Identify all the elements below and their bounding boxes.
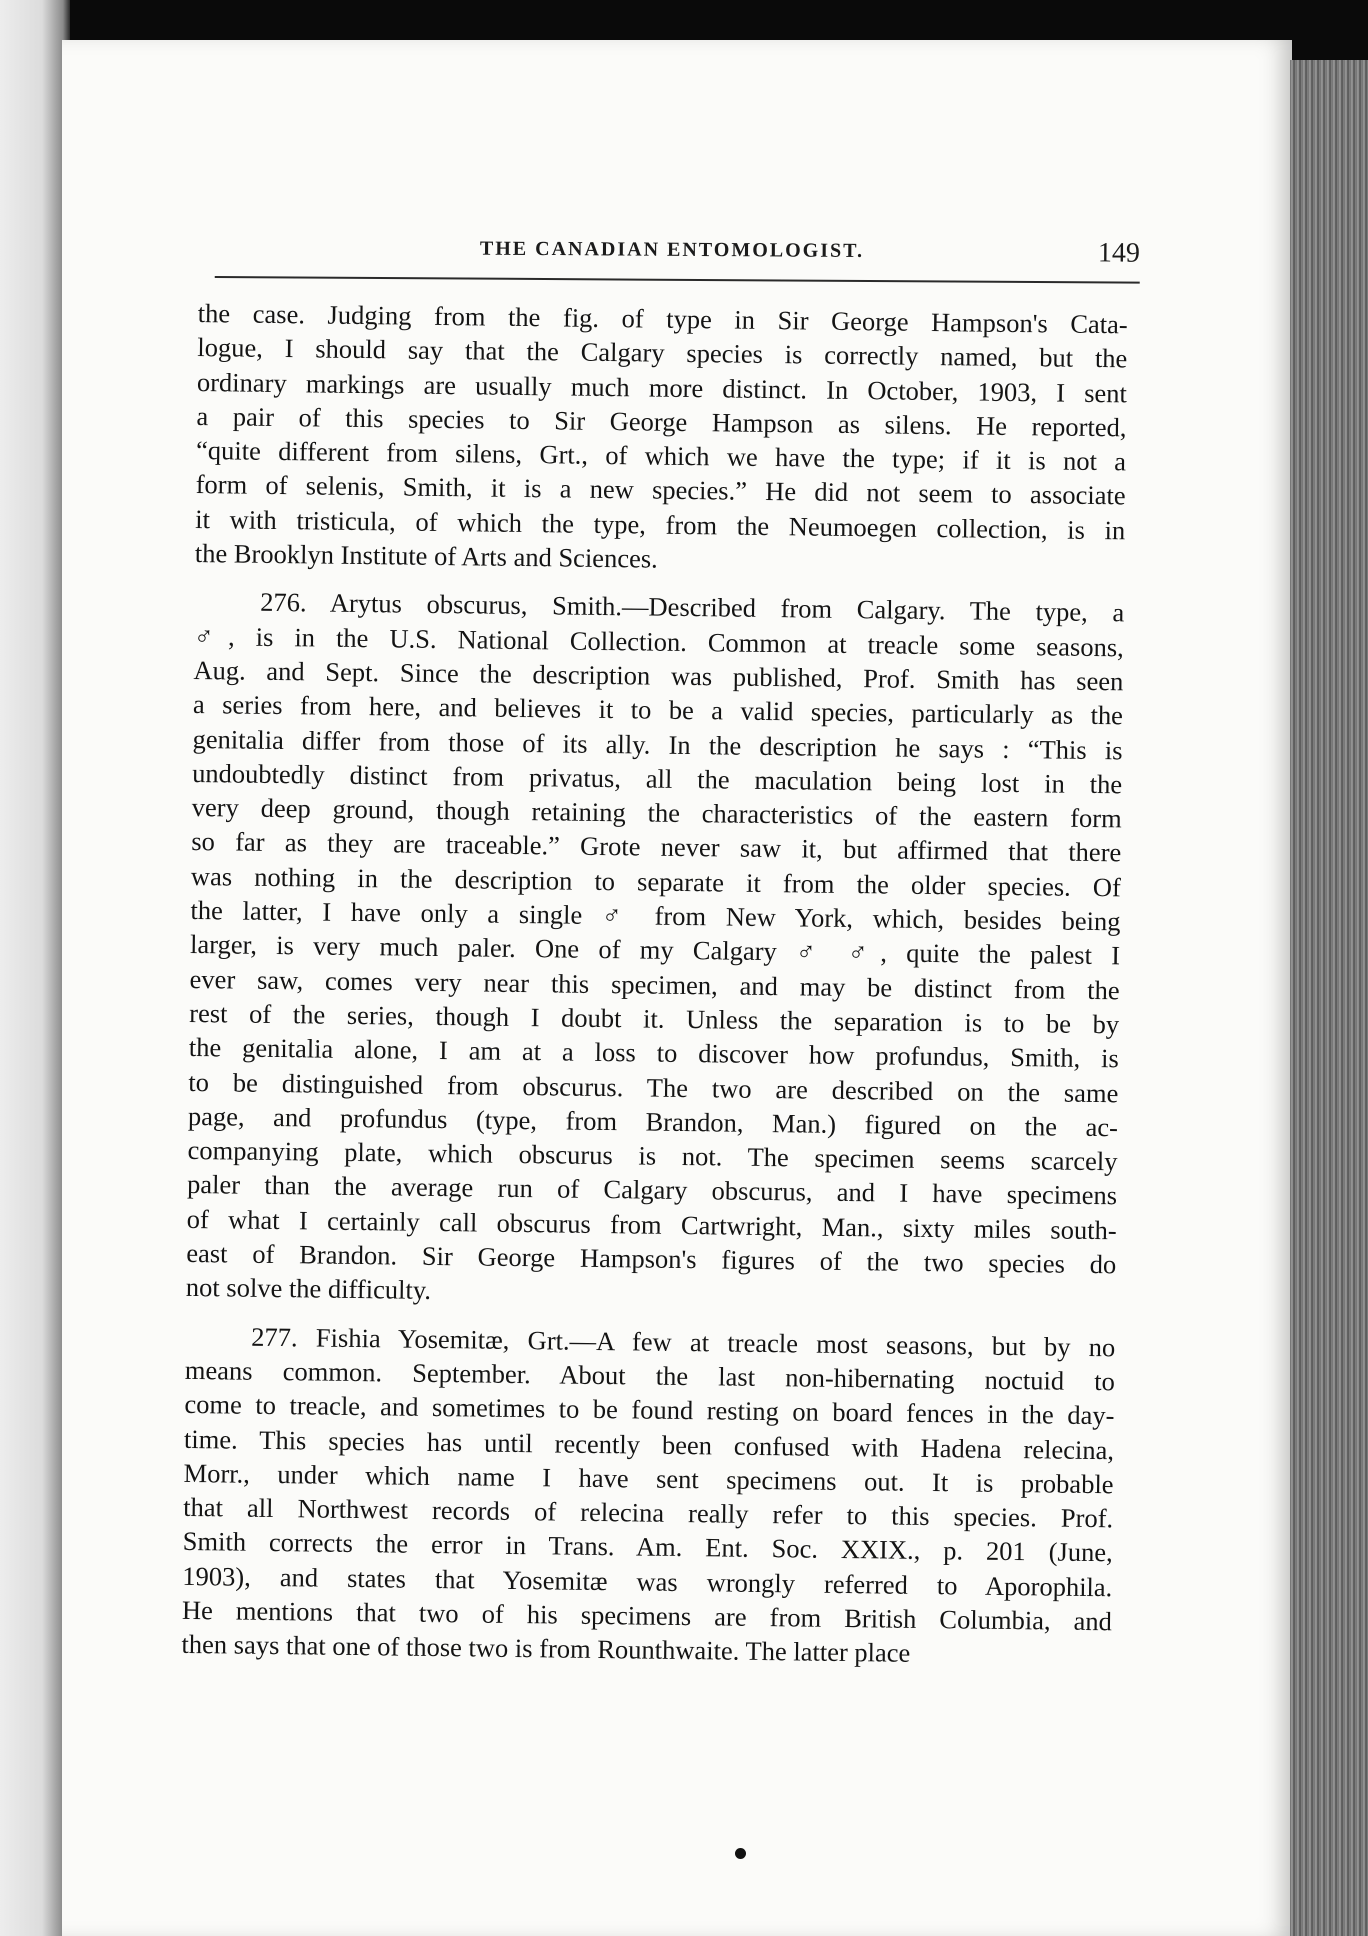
- text-line: the case. Judging from the fig. of type in Sir George Hampson's Cata-: [197, 297, 1128, 340]
- text-line: it with tristicula, of which the type, from the Neumoegen collection, is in: [195, 503, 1126, 546]
- text-line: then says that one of those two is from Rounthwaite. The latter place: [181, 1629, 911, 1669]
- ink-dot: [735, 1848, 746, 1859]
- text-line: the latter, I have only a single ♂ from New York, which, besides being: [190, 895, 1121, 937]
- text-line: 276. Arytus obscurus, Smith.—Described from Calgary. The type, a: [260, 587, 1125, 628]
- text-line: logue, I should say that the Calgary species is correctly named, but the: [197, 332, 1128, 374]
- running-head: THE CANADIAN ENTOMOLOGIST.: [479, 237, 865, 262]
- text-line: that all Northwest records of relecina really refer to this species. Prof.: [183, 1492, 1114, 1534]
- paragraph-1: [195, 296, 1128, 582]
- text-line: to be distinguished from obscurus. The two are described on the same: [188, 1066, 1119, 1108]
- text-line: a series from here, and believes it to be a valid species, particularly as the: [192, 689, 1124, 731]
- page-edges-right: [1290, 60, 1368, 1936]
- text-line: means common. September. About the last non-hibernating noctuid to: [184, 1354, 1115, 1397]
- text-line: Aug. and Sept. Since the description was published, Prof. Smith has seen: [193, 654, 1124, 697]
- text-line: Smith corrects the error in Trans. Am. Ent. Soc. XXIX., p. 201 (June,: [182, 1526, 1113, 1568]
- text-line: rest of the series, though I doubt it. Unless the separation is to be by: [189, 997, 1120, 1040]
- text-line: form of selenis, Smith, it is a new species.” He did not seem to associate: [195, 469, 1126, 511]
- text-line: undoubtedly distinct from privatus, all the maculation being lost in the: [191, 757, 1123, 800]
- paragraph-3: [181, 1319, 1115, 1673]
- text-line: page, and profundus (type, from Brandon, Man.) figured on the ac-: [187, 1100, 1119, 1143]
- page-number: 149: [1097, 237, 1141, 269]
- text-line: of what I certainly call obscurus from Cartwright, Man., sixty miles south-: [186, 1203, 1117, 1246]
- page-header: [215, 236, 1140, 284]
- text-line: ever saw, comes very near this specimen, and may be distinct from the: [189, 963, 1120, 1005]
- body-text: [181, 296, 1128, 1673]
- text-line: He mentions that two of his specimens are from British Columbia, and: [181, 1594, 1113, 1637]
- text-line: not solve the difficulty.: [185, 1272, 432, 1306]
- text-line: larger, is very much paler. One of my Calgary ♂ ♂, quite the palest I: [189, 929, 1121, 971]
- text-line: very deep ground, though retaining the characteristics of the eastern form: [191, 792, 1122, 834]
- text-line: time. This species has until recently been confused with Hadena relecina,: [183, 1423, 1115, 1465]
- text-line: the genitalia alone, I am at a loss to discover how profundus, Smith, is: [188, 1032, 1119, 1074]
- text-line: “quite different from silens, Grt., of which we have the type; if it is not a: [195, 435, 1127, 477]
- text-line: was nothing in the description to separate it from the older species. Of: [190, 860, 1122, 903]
- text-line: paler than the average run of Calgary obscurus, and I have specimens: [186, 1169, 1118, 1211]
- text-line: 277. Fishia Yosemitæ, Grt.—A few at treacle most seasons, but by no: [251, 1321, 1116, 1362]
- text-line: so far as they are traceable.” Grote never saw it, but affirmed that there: [191, 826, 1122, 868]
- text-line: genitalia differ from those of its ally. In the description he says : “This is: [192, 723, 1123, 765]
- text-line: 1903), and states that Yosemitæ was wrongly referred to Aporophila.: [182, 1560, 1113, 1602]
- paragraph-2: [186, 584, 1125, 1316]
- text-line: a pair of this species to Sir George Hampson as silens. He reported,: [196, 400, 1127, 443]
- text-line: ordinary markings are usually much more distinct. In October, 1903, I sent: [196, 366, 1128, 408]
- text-line: come to treacle, and sometimes to be found resting on board fences in the day-: [184, 1389, 1115, 1431]
- text-line: the Brooklyn Institute of Arts and Sciences.: [194, 538, 658, 574]
- text-line: Morr., under which name I have sent specimens out. It is probable: [183, 1457, 1114, 1500]
- text-line: east of Brandon. Sir George Hampson's figures of the two species do: [186, 1237, 1117, 1280]
- text-line: ♂, is in the U.S. National Collection. Common at treacle some seasons,: [193, 620, 1124, 663]
- book-gutter-left: [0, 0, 70, 1936]
- text-line: companying plate, which obscurus is not. The specimen seems scarcely: [187, 1135, 1118, 1177]
